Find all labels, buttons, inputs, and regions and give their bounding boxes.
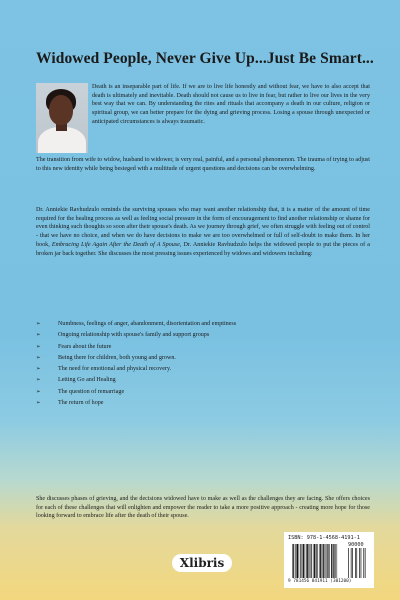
book-title: Embracing Life Again After the Death of A Spouse bbox=[51, 241, 180, 248]
bullet-arrow-icon: ➢ bbox=[36, 354, 41, 361]
bullet-arrow-icon: ➢ bbox=[36, 366, 41, 373]
list-item bbox=[36, 319, 370, 330]
list-item-text: Letting Go and Healing bbox=[58, 377, 116, 384]
bullet-arrow-icon: ➢ bbox=[36, 388, 41, 395]
intro-paragraph-continued: The transition from wife to widow, husband to widower, is very real, painful, and a personal phenomenon. The trauma of trying to adjust to this new identity while being besieged with a multitude of urgent questions and decisions can be overwhelming. bbox=[36, 157, 370, 172]
price-code: 90000 bbox=[348, 542, 364, 548]
list-item bbox=[36, 342, 370, 353]
list-item bbox=[36, 375, 370, 386]
bullet-arrow-icon: ➢ bbox=[36, 400, 41, 407]
list-item-text: Numbness, feelings of anger, abandonment, disorientation and emptiness bbox=[58, 321, 237, 327]
list-item bbox=[36, 353, 370, 364]
author-photo bbox=[36, 83, 88, 153]
barcode-icon bbox=[288, 544, 370, 578]
closing-paragraph: She discusses phases of grieving, and the decisions widowed have to make as well as the challenges they are facing. She offers choices for each of these challenges that will enlighten and empower the reader to take a more positive approach - creating more hope for those looking forward to embrace life after the death of their spouse. bbox=[36, 496, 370, 520]
bullet-arrow-icon: ➢ bbox=[36, 343, 41, 350]
bullet-arrow-icon: ➢ bbox=[36, 321, 41, 327]
list-item bbox=[36, 330, 370, 341]
intro-paragraph: Death is an inseparable part of life. If we are to live life honestly and without fear, we have to also accept that death is ultimately and inevitable. Death should not cause us to live in fear, but rather to live our lives in the very best way that we can. By understanding the rites and rituals that accompany a death in our culture, religion or spiritual group, we can better prepare for the dying and grieving process. Losing a spouse through unexpected or anticipated circumstances is always traumatic. bbox=[92, 84, 370, 125]
description-text-start: Dr. Anniekie Ravhudzulo reminds the surviving spouses who may want another relationship that, it is a matter of the amount of time required for the healing process as well as feeling social pressure in the form of encouragement to find another relationship or shame for even thinking such thoughts so soon after their spouse's death. As we journey through grief, we often struggle with feeling out of control - that we have no choice, and when we do have decisions to make we are too overwhelmed or full of self-doubt to make them. In her book, bbox=[36, 207, 370, 248]
description-paragraph bbox=[36, 206, 370, 258]
list-item-text: Being there for children, both young and grown. bbox=[58, 354, 176, 361]
publisher-logo: Xlibris bbox=[172, 554, 232, 572]
back-cover-title: Widowed People, Never Give Up...Just Be Smart... bbox=[36, 50, 374, 67]
list-item-text: The return of hope bbox=[58, 400, 104, 407]
description-text-end: , Dr. Anniekie Ravhudzulo helps the widowed people to put the pieces of a broken jar back together. She discusses the most pressing issues experienced by widows and widowers including: bbox=[36, 241, 370, 257]
issues-list bbox=[36, 319, 370, 409]
list-item bbox=[36, 398, 370, 409]
list-item-text: The need for emotional and physical recovery. bbox=[58, 366, 172, 373]
list-item bbox=[36, 364, 370, 375]
list-item-text: The question of remarriage bbox=[58, 388, 125, 395]
barcode-digits: 9 781456 841911 (301200) bbox=[288, 579, 352, 584]
bullet-arrow-icon: ➢ bbox=[36, 377, 41, 384]
list-item-text: Ongoing relationship with spouse's family and support groups bbox=[58, 332, 210, 339]
bullet-arrow-icon: ➢ bbox=[36, 332, 41, 339]
barcode-panel bbox=[284, 532, 374, 588]
list-item-text: Fears about the future bbox=[58, 343, 112, 350]
isbn-label: ISBN: 978-1-4568-4191-1 bbox=[288, 535, 360, 541]
list-item bbox=[36, 387, 370, 398]
